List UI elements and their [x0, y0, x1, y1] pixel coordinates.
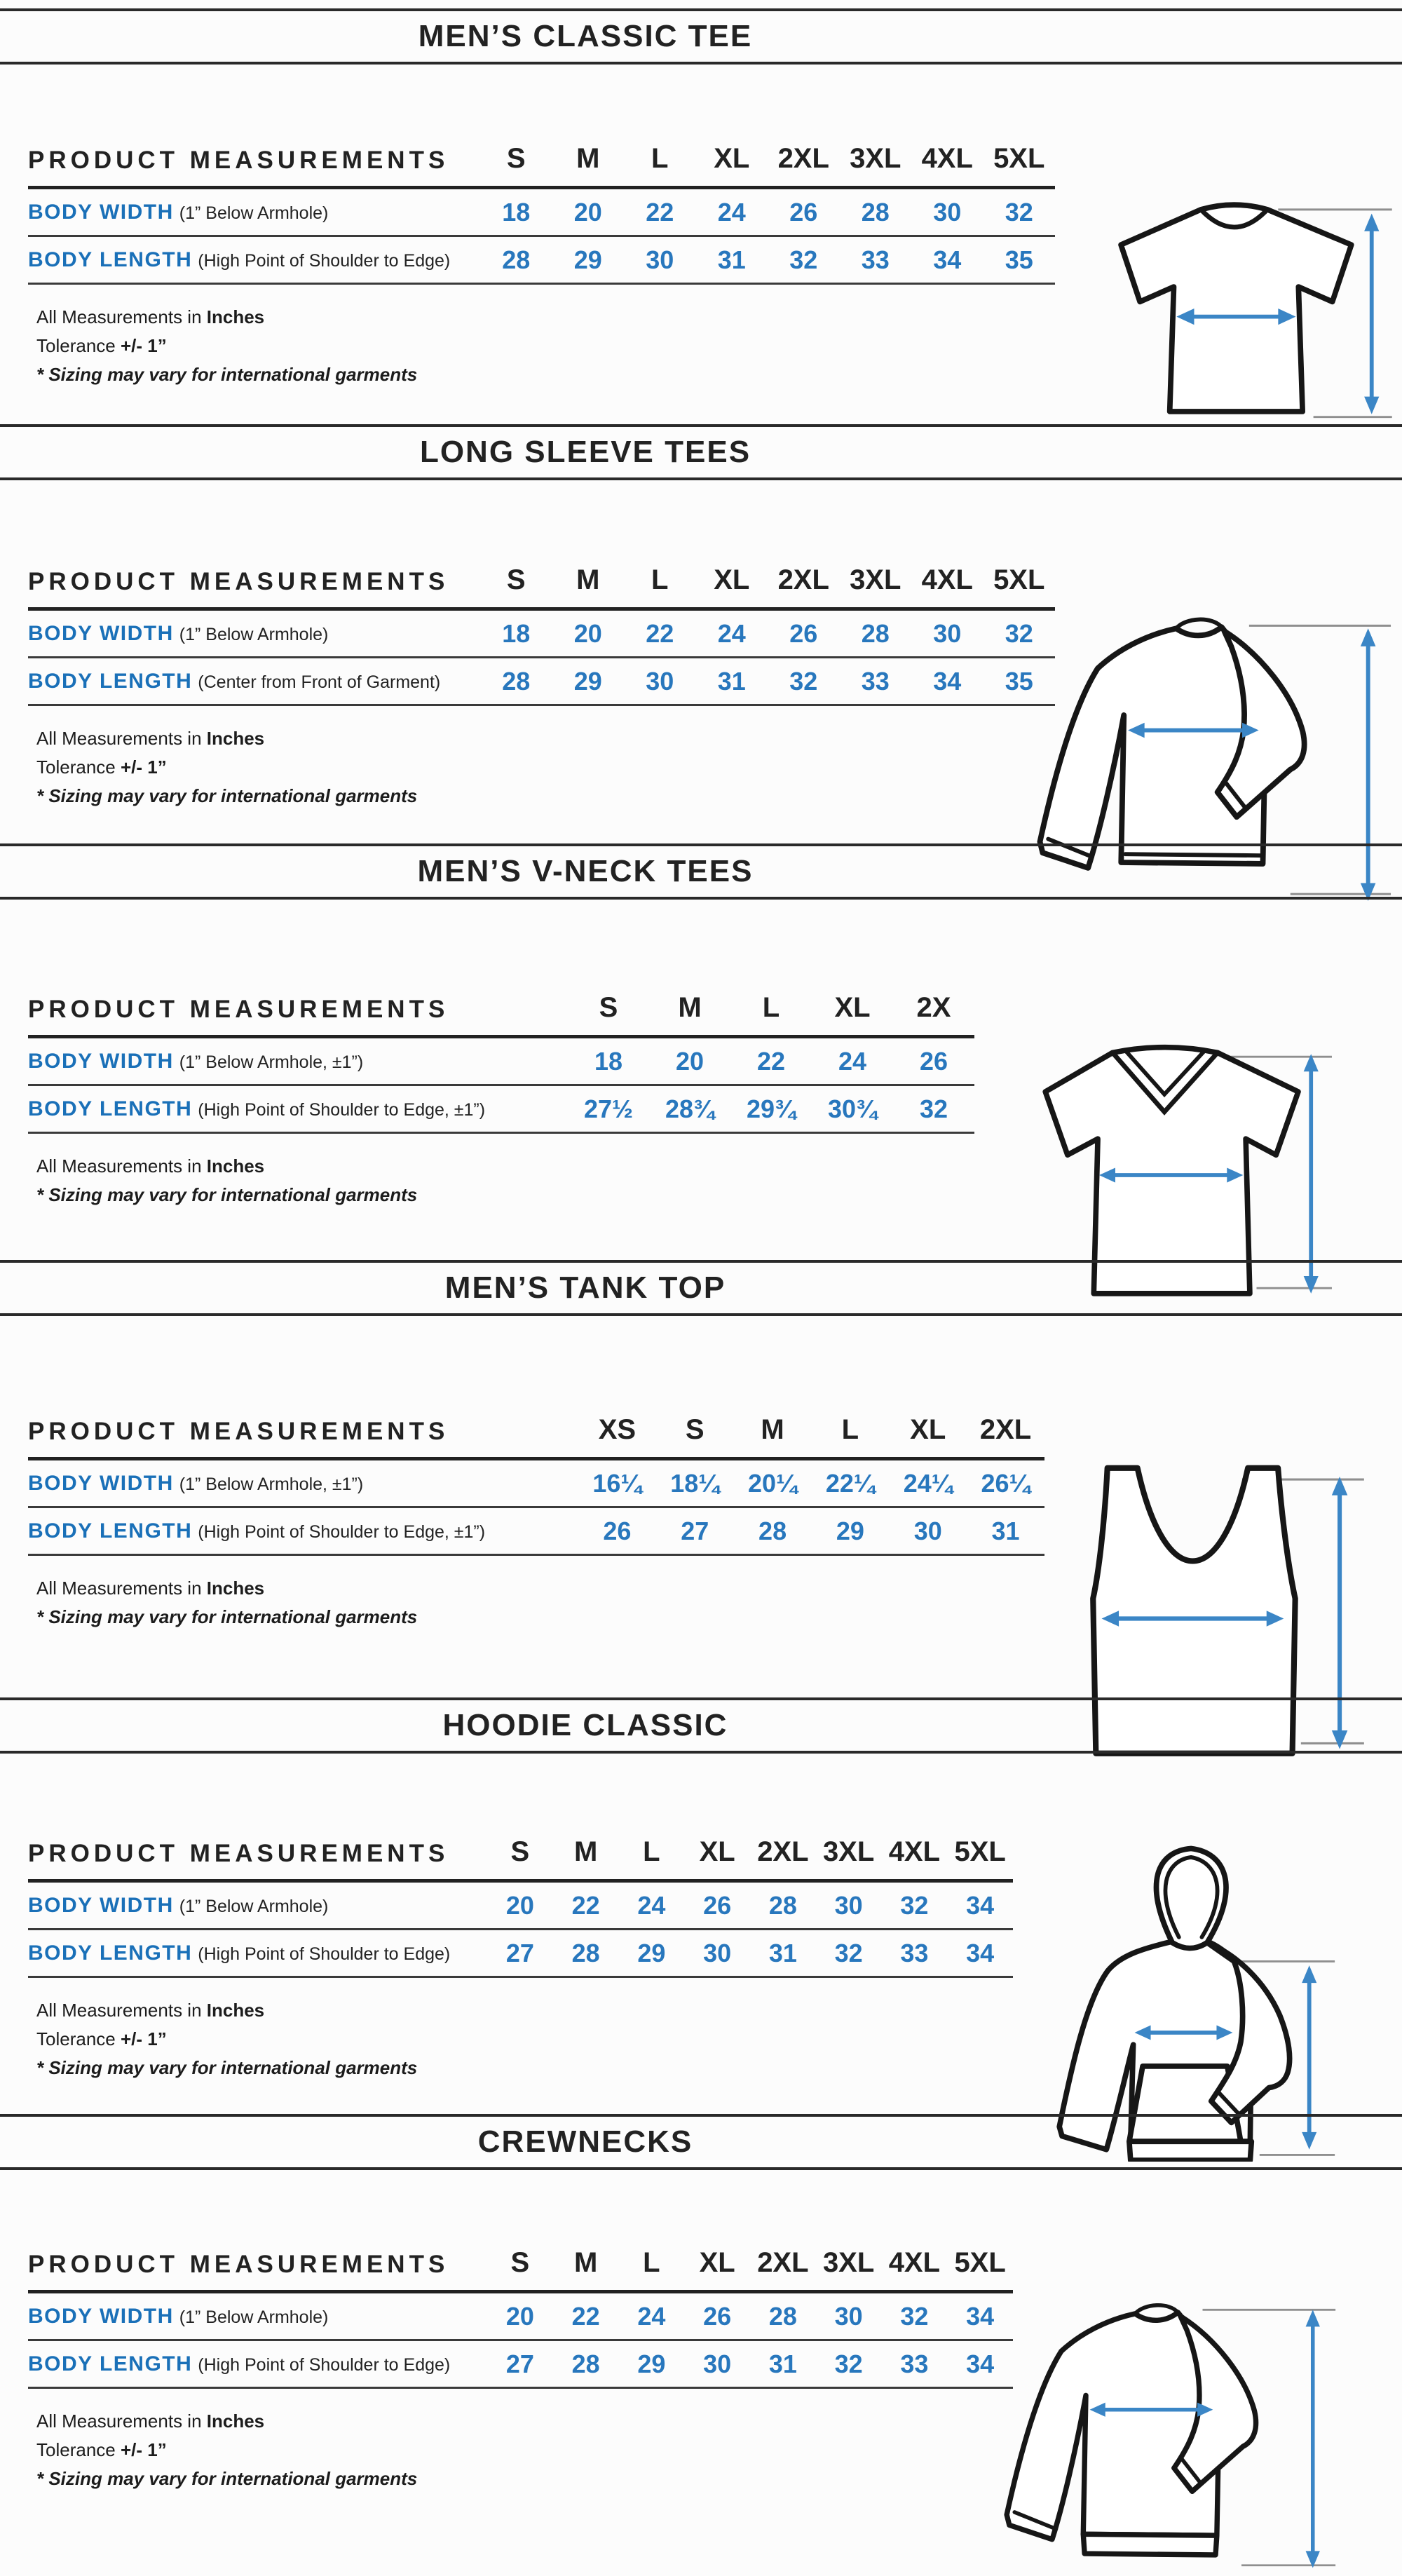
- table-header-row: [28, 2247, 1013, 2290]
- table-header-row: [28, 143, 1055, 186]
- measurement-value: 20: [573, 197, 602, 226]
- body-width-row: [28, 611, 1055, 656]
- row-label: [28, 1941, 487, 1965]
- measurement-value: 28: [571, 1938, 600, 1967]
- section-mens-classic-tee: [0, 0, 1402, 424]
- measurement-value: 30: [913, 1516, 942, 1545]
- measurement-table: [28, 143, 1055, 285]
- body-width-row: [28, 1883, 1013, 1928]
- divider-line: [0, 1751, 1402, 1754]
- row-values: [487, 2350, 1013, 2379]
- measurement-value: 32: [834, 1938, 863, 1967]
- note-text: All Measurements in: [36, 2000, 207, 2021]
- body-length-row: [28, 1508, 1044, 1554]
- size-column-header: 5XL: [993, 564, 1045, 595]
- measurement-value: 30: [933, 618, 962, 648]
- note-bold: Inches: [206, 1578, 265, 1599]
- body-length-row: [28, 2341, 1013, 2387]
- size-column-header: S: [510, 2247, 530, 2278]
- measurement-value: 18¼: [670, 1468, 720, 1498]
- measurement-value: 28: [502, 666, 531, 696]
- row-values: [578, 1469, 1044, 1498]
- measurement-value: 26: [789, 197, 818, 226]
- row-label-note: (1” Below Armhole, ±1”): [179, 1052, 364, 1072]
- measurement-value: 34: [966, 2349, 995, 2378]
- measurement-value: 20¼: [748, 1468, 798, 1498]
- body-width-row: [28, 1460, 1044, 1506]
- row-label-text: BODY LENGTH: [28, 669, 193, 693]
- measurement-table: [28, 1836, 1013, 1978]
- measurement-value: 26: [603, 1516, 632, 1545]
- measurement-value: 29: [836, 1516, 864, 1545]
- divider-line: [0, 62, 1402, 65]
- note-text: All Measurements in: [36, 2411, 207, 2432]
- section-crewnecks: [0, 2114, 1402, 2507]
- size-column-headers: [487, 2247, 1013, 2279]
- row-label: [28, 1472, 578, 1496]
- section-header: [0, 0, 1402, 65]
- measurement-value: 32: [919, 1094, 948, 1123]
- size-column-header: M: [678, 992, 702, 1023]
- size-column-header: XS: [598, 1414, 637, 1445]
- note-text: All Measurements in: [36, 306, 207, 327]
- section-title: MEN’S V-NECK TEES: [417, 854, 754, 888]
- size-column-header: XL: [699, 2247, 735, 2278]
- section-hoodie-classic: [0, 1697, 1402, 2114]
- measurement-value: 24: [838, 1046, 867, 1076]
- table-header-row: [28, 992, 974, 1035]
- note-bold: +/- 1”: [120, 335, 167, 356]
- row-label-text: BODY LENGTH: [28, 1941, 193, 1965]
- note-text: Tolerance: [36, 2028, 121, 2049]
- hem-band: [1083, 2534, 1217, 2555]
- row-label-note: (1” Below Armhole): [179, 624, 329, 644]
- measurement-value: 32: [789, 666, 818, 696]
- size-column-header: 4XL: [921, 143, 973, 174]
- measurement-value: 32: [1005, 197, 1033, 226]
- note-bold: Inches: [206, 2000, 265, 2021]
- measurement-value: 34: [966, 2301, 995, 2331]
- size-column-header: 2X: [916, 992, 951, 1023]
- measurement-value: 28¾: [665, 1094, 715, 1123]
- size-column-header: M: [576, 564, 600, 595]
- measurement-value: 28: [768, 1890, 797, 1920]
- row-values: [480, 245, 1055, 275]
- row-values: [568, 1047, 974, 1076]
- measurement-value: 24: [637, 1890, 666, 1920]
- measurement-value: 31: [768, 2349, 797, 2378]
- row-label-text: BODY WIDTH: [28, 1471, 174, 1495]
- table-header-row: [28, 564, 1055, 607]
- row-label: [28, 201, 480, 224]
- size-column-header: M: [761, 1414, 784, 1445]
- row-label-text: BODY LENGTH: [28, 1519, 193, 1543]
- section-body: [0, 2247, 1402, 2576]
- row-label: [28, 2352, 487, 2376]
- section-mens-v-neck-tees: [0, 843, 1402, 1260]
- size-column-header: 2XL: [777, 564, 829, 595]
- size-column-header: 5XL: [954, 2247, 1006, 2278]
- row-label-text: BODY LENGTH: [28, 2352, 193, 2375]
- divider-line: [0, 2167, 1402, 2170]
- measurement-value: 29: [637, 2349, 666, 2378]
- measurement-value: 18: [594, 1046, 623, 1076]
- size-column-header: 2XL: [777, 143, 829, 174]
- collar-line: [1135, 2305, 1178, 2314]
- size-column-header: S: [685, 1414, 705, 1445]
- row-values: [480, 667, 1055, 696]
- measurement-value: 30: [646, 245, 674, 274]
- measurement-value: 33: [861, 666, 890, 696]
- note-text: Tolerance: [36, 757, 121, 778]
- note-sizing: * Sizing may vary for international garments: [36, 2057, 418, 2078]
- measurement-value: 28: [571, 2349, 600, 2378]
- measurement-value: 33: [861, 245, 890, 274]
- measurement-value: 20: [675, 1046, 705, 1076]
- row-label-note: (High Point of Shoulder to Edge, ±1”): [198, 1521, 486, 1542]
- section-header: [0, 1697, 1402, 1754]
- row-label-note: (1” Below Armhole, ±1”): [179, 1474, 364, 1494]
- divider-line: [0, 477, 1402, 480]
- measurement-value: 29: [573, 245, 602, 274]
- size-column-headers: [487, 1836, 1013, 1868]
- measurement-value: 29: [637, 1938, 666, 1967]
- table-rule: [28, 1976, 1013, 1978]
- note-bold: +/- 1”: [120, 757, 167, 778]
- measurement-value: 33: [900, 1938, 929, 1967]
- body-width-row: [28, 189, 1055, 235]
- note-sizing: * Sizing may vary for international garments: [36, 1606, 418, 1627]
- section-title: HOODIE CLASSIC: [442, 1708, 728, 1742]
- row-label: [28, 1894, 487, 1918]
- row-values: [480, 198, 1055, 227]
- note-text: All Measurements in: [36, 1578, 207, 1599]
- size-column-header: M: [576, 143, 600, 174]
- measurement-value: 22: [756, 1046, 786, 1076]
- row-label-note: (High Point of Shoulder to Edge): [198, 1944, 451, 1964]
- measurement-value: 31: [717, 666, 746, 696]
- row-label-note: (1” Below Armhole): [179, 2307, 329, 2327]
- size-column-header: L: [643, 1836, 660, 1867]
- row-label-note: (Center from Front of Garment): [198, 672, 441, 692]
- row-values: [487, 1891, 1013, 1920]
- table-rule: [28, 1132, 974, 1134]
- measurement-value: 34: [966, 1890, 995, 1920]
- measurement-value: 26: [919, 1046, 948, 1076]
- note-bold: +/- 1”: [120, 2439, 167, 2460]
- measurement-value: 30: [933, 197, 962, 226]
- note-bold: +/- 1”: [120, 2028, 167, 2049]
- hoodie-illustration: [1027, 1839, 1356, 2162]
- table-rule: [28, 1554, 1044, 1556]
- measurement-value: 26: [789, 618, 818, 648]
- section-mens-tank-top: [0, 1260, 1402, 1697]
- table-header-row: [28, 1414, 1044, 1457]
- note-bold: Inches: [206, 1155, 265, 1177]
- size-column-header: 3XL: [822, 1836, 875, 1867]
- measurement-value: 26: [703, 2301, 732, 2331]
- measurement-value: 31: [991, 1516, 1020, 1545]
- row-label-text: BODY LENGTH: [28, 1097, 193, 1120]
- table-rule: [28, 2387, 1013, 2389]
- measurement-value: 30: [703, 1938, 732, 1967]
- size-column-header: XL: [834, 992, 871, 1023]
- note-sizing: * Sizing may vary for international garments: [36, 2468, 418, 2489]
- row-values: [487, 1939, 1013, 1968]
- size-column-header: S: [506, 564, 526, 595]
- row-label-text: BODY WIDTH: [28, 200, 174, 224]
- size-column-header: 3XL: [850, 564, 901, 595]
- note-text: Tolerance: [36, 335, 121, 356]
- measurement-value: 18: [502, 618, 531, 648]
- measurement-value: 29¾: [746, 1094, 796, 1123]
- size-column-header: 5XL: [954, 1836, 1006, 1867]
- section-title: MEN’S TANK TOP: [444, 1270, 726, 1305]
- measurement-value: 18: [502, 197, 531, 226]
- size-column-header: L: [651, 143, 669, 174]
- measurement-value: 30: [703, 2349, 732, 2378]
- section-header: [0, 424, 1402, 480]
- size-column-header: XL: [714, 143, 750, 174]
- row-label-text: BODY WIDTH: [28, 2304, 174, 2328]
- note-sizing: * Sizing may vary for international garments: [36, 1184, 418, 1205]
- measurement-value: 28: [861, 618, 890, 648]
- measurement-value: 34: [966, 1938, 995, 1967]
- measurement-value: 27: [681, 1516, 709, 1545]
- body-length-row: [28, 658, 1055, 704]
- note-sizing: * Sizing may vary for international garments: [36, 364, 418, 385]
- row-values: [578, 1517, 1044, 1546]
- size-column-header: XL: [699, 1836, 735, 1867]
- row-values: [487, 2302, 1013, 2331]
- size-column-headers: [480, 143, 1055, 175]
- section-header: [0, 2114, 1402, 2170]
- size-column-header: 2XL: [757, 2247, 809, 2278]
- measurement-value: 30: [646, 666, 674, 696]
- size-column-header: XL: [910, 1414, 946, 1445]
- measurement-value: 32: [789, 245, 818, 274]
- measurement-value: 24: [717, 197, 746, 226]
- size-column-header: 2XL: [757, 1836, 809, 1867]
- section-long-sleeve-tees: [0, 424, 1402, 843]
- row-label-text: BODY WIDTH: [28, 621, 174, 645]
- measurement-value: 28: [502, 245, 531, 274]
- size-column-header: 5XL: [993, 143, 1045, 174]
- body-length-row: [28, 1086, 974, 1132]
- row-label: [28, 1097, 568, 1121]
- size-column-header: 3XL: [822, 2247, 875, 2278]
- note-bold: Inches: [206, 306, 265, 327]
- measurement-value: 26¼: [981, 1468, 1030, 1498]
- measurement-value: 34: [933, 245, 962, 274]
- measurement-value: 27: [505, 2349, 534, 2378]
- note-bold: Inches: [206, 728, 265, 749]
- table-header-label: PRODUCT MEASUREMENTS: [28, 568, 449, 595]
- note-text: All Measurements in: [36, 728, 207, 749]
- measurement-value: 28: [768, 2301, 797, 2331]
- note-sizing: * Sizing may vary for international garments: [36, 785, 418, 806]
- note-text: Tolerance: [36, 2439, 121, 2460]
- row-label-text: BODY WIDTH: [28, 1893, 174, 1917]
- size-column-header: S: [599, 992, 618, 1023]
- body-length-arrow: [1306, 2310, 1320, 2568]
- row-label-note: (High Point of Shoulder to Edge): [198, 2354, 451, 2375]
- divider-line: [0, 897, 1402, 900]
- measurement-value: 32: [834, 2349, 863, 2378]
- measurement-value: 22: [571, 1890, 600, 1920]
- measurement-value: 29: [573, 666, 602, 696]
- table-header-label: PRODUCT MEASUREMENTS: [28, 1840, 449, 1867]
- measurement-value: 33: [900, 2349, 929, 2378]
- measurement-value: 24¼: [903, 1468, 953, 1498]
- measurement-table: [28, 2247, 1013, 2389]
- classic-tee-illustration: [1075, 187, 1394, 431]
- size-column-header: L: [643, 2247, 660, 2278]
- size-column-headers: [578, 1414, 1044, 1446]
- row-label: [28, 670, 480, 693]
- body-length-row: [28, 1930, 1013, 1976]
- measurement-value: 31: [717, 245, 746, 274]
- measurement-value: 22¼: [825, 1468, 875, 1498]
- measurement-value: 24: [637, 2301, 666, 2331]
- size-column-header: 2XL: [979, 1414, 1032, 1445]
- row-label: [28, 1519, 578, 1543]
- measurement-value: 16¼: [592, 1468, 642, 1498]
- row-label-note: (High Point of Shoulder to Edge, ±1”): [198, 1099, 486, 1120]
- size-column-header: S: [506, 143, 526, 174]
- size-column-header: 3XL: [850, 143, 901, 174]
- measurement-value: 34: [933, 666, 962, 696]
- measurement-value: 32: [1005, 618, 1033, 648]
- row-values: [480, 619, 1055, 649]
- measurement-value: 27: [505, 1938, 534, 1967]
- measurement-value: 20: [505, 1890, 534, 1920]
- measurement-value: 30¾: [827, 1094, 878, 1123]
- row-label-text: BODY WIDTH: [28, 1049, 174, 1073]
- collar-line: [1176, 619, 1222, 628]
- measurement-value: 31: [768, 1938, 797, 1967]
- size-column-header: M: [573, 1836, 598, 1867]
- measurement-value: 20: [505, 2301, 534, 2331]
- row-label: [28, 1050, 568, 1073]
- measurement-value: 22: [571, 2301, 600, 2331]
- size-column-header: 4XL: [921, 564, 973, 595]
- measurement-value: 30: [834, 1890, 863, 1920]
- measurement-value: 28: [861, 197, 890, 226]
- size-column-header: L: [841, 1414, 859, 1445]
- section-header: [0, 843, 1402, 900]
- measurement-value: 32: [900, 1890, 929, 1920]
- section-title: CREWNECKS: [477, 2124, 693, 2159]
- size-column-headers: [568, 992, 974, 1024]
- row-label-text: BODY LENGTH: [28, 248, 193, 271]
- measurement-table: [28, 992, 974, 1134]
- table-header-label: PRODUCT MEASUREMENTS: [28, 996, 449, 1023]
- body-length-arrow: [1304, 1054, 1319, 1294]
- table-rule: [28, 283, 1055, 285]
- row-label-note: (High Point of Shoulder to Edge): [198, 250, 451, 271]
- size-column-header: M: [573, 2247, 598, 2278]
- size-column-header: S: [510, 1836, 530, 1867]
- row-values: [568, 1094, 974, 1124]
- size-column-header: L: [762, 992, 780, 1023]
- body-length-row: [28, 237, 1055, 283]
- measurement-value: 27½: [583, 1094, 634, 1123]
- table-header-label: PRODUCT MEASUREMENTS: [28, 1418, 449, 1445]
- size-column-header: XL: [714, 564, 750, 595]
- size-column-headers: [480, 564, 1055, 596]
- row-label: [28, 248, 480, 272]
- measurement-value: 20: [573, 618, 602, 648]
- note-text: All Measurements in: [36, 1155, 207, 1177]
- body-width-row: [28, 2293, 1013, 2339]
- measurement-table: [28, 564, 1055, 706]
- body-width-row: [28, 1038, 974, 1084]
- measurement-value: 35: [1005, 666, 1033, 696]
- table-header-row: [28, 1836, 1013, 1879]
- measurement-value: 30: [834, 2301, 863, 2331]
- note-bold: Inches: [206, 2411, 265, 2432]
- size-column-header: 4XL: [888, 1836, 941, 1867]
- measurement-value: 28: [758, 1516, 787, 1545]
- size-column-header: 4XL: [888, 2247, 941, 2278]
- section-title: LONG SLEEVE TEES: [419, 435, 751, 469]
- section-title: MEN’S CLASSIC TEE: [418, 19, 753, 53]
- measurement-value: 22: [646, 197, 674, 226]
- row-label-note: (1” Below Armhole): [179, 203, 329, 223]
- divider-line: [0, 1313, 1402, 1316]
- measurement-value: 26: [703, 1890, 732, 1920]
- measurement-value: 35: [1005, 245, 1033, 274]
- size-column-header: L: [651, 564, 669, 595]
- measurement-value: 24: [717, 618, 746, 648]
- table-rule: [28, 704, 1055, 706]
- row-label: [28, 622, 480, 646]
- body-length-arrow: [1364, 214, 1379, 414]
- row-label-note: (1” Below Armhole): [179, 1896, 329, 1916]
- table-header-label: PRODUCT MEASUREMENTS: [28, 147, 449, 174]
- section-header: [0, 1260, 1402, 1316]
- crewneck-illustration: [988, 2286, 1339, 2572]
- table-header-label: PRODUCT MEASUREMENTS: [28, 2251, 449, 2278]
- measurement-table: [28, 1414, 1044, 1556]
- row-label: [28, 2305, 487, 2328]
- measurement-value: 22: [646, 618, 674, 648]
- measurement-value: 32: [900, 2301, 929, 2331]
